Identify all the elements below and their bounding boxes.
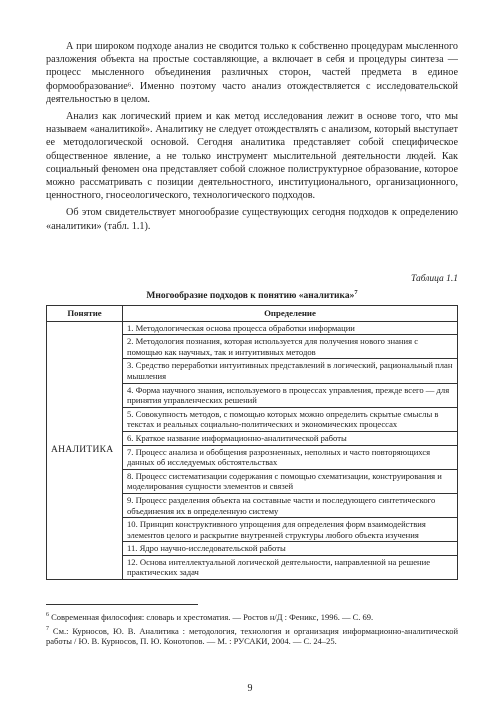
paragraph: А при широком подходе анализ не сводится только к собственно процедурам мысленного разложения объекта на простые составляющие, а включает в себя и процедуры синтеза — процесс мысленного объединения различных сторон, частей предмета в единое формообразование⁶. Именно поэтому часто анализ отождествляется с исследовательской деятельностью в целом. bbox=[46, 41, 458, 105]
footnote bbox=[46, 610, 458, 623]
body-text bbox=[46, 40, 458, 237]
definition-cell: 12. Основа интеллектуальной логической деятельности, направленной на решение практических задач bbox=[123, 555, 458, 579]
concept-cell: АНАЛИТИКА bbox=[47, 321, 123, 579]
footnotes bbox=[46, 610, 458, 648]
page-number: 9 bbox=[247, 683, 253, 694]
header-definition: Определение bbox=[123, 306, 458, 322]
definitions-table bbox=[46, 305, 458, 580]
footnote-number: 7 bbox=[46, 625, 49, 632]
footnote bbox=[46, 624, 458, 647]
definition-cell: 7. Процесс анализа и обобщения разрозненных, неполных и часто повторяющихся данных об исследуемых обстоятельствах bbox=[123, 445, 458, 469]
definition-cell: 8. Процесс систематизации содержания с помощью схематизации, конструирования и моделирования сущности элементов и связей bbox=[123, 469, 458, 493]
footnote-text: См.: Курносов, Ю. В. Аналитика : методология, технология и организация информационно-аналитической работы / Ю. В. Курносов, П. Ю. Конотопов. — М. : РУСАКИ, 2004. — С. 24–25. bbox=[46, 625, 458, 647]
definition-cell: 11. Ядро научно-исследовательской работы bbox=[123, 542, 458, 556]
definition-cell: 9. Процесс разделения объекта на составные части и последующего синтетического объединения их в определенную систему bbox=[123, 493, 458, 517]
paragraph: Анализ как логический прием и как метод исследования лежит в основе того, что мы называем «аналитикой». Аналитику не следует отождествлять с анализом, который выступает ее методологической основой. Сегодня аналитика представляет собой специфическое общественное явление, а не только инструмент мыслительной деятельности людей. Как социальный феномен она представляет собой сложное полиструктурное образование, которое можно рассматривать с позиции деятельностного, институционального, организационного, ценностного, гносеологического, технологического подходов. bbox=[46, 111, 458, 202]
definition-cell: 2. Методология познания, которая используется для получения нового знания с помощью как научных, так и интуитивных методов bbox=[123, 335, 458, 359]
header-concept: Понятие bbox=[47, 306, 123, 322]
table-number-label: Таблица 1.1 bbox=[411, 274, 458, 284]
definition-cell: 6. Краткое название информационно-аналитической работы bbox=[123, 431, 458, 445]
footnote-number: 6 bbox=[46, 612, 49, 618]
definition-cell: 1. Методологическая основа процесса обработки информации bbox=[123, 321, 458, 335]
definition-cell: 5. Совокупность методов, с помощью которых можно определить скрытые смыслы в текстах и реальных социально-политических и экономических процессах bbox=[123, 407, 458, 431]
table-title-text: Многообразие подходов к понятию «аналитика» bbox=[146, 291, 355, 302]
table-title bbox=[46, 289, 458, 301]
definition-cell: 4. Форма научного знания, используемого в процессах управления, прежде всего — для принятия управленческих решений bbox=[123, 383, 458, 407]
footnote-text: Современная философия: словарь и хрестоматия. — Ростов н/Д : Феникс, 1996. — С. 69. bbox=[51, 611, 374, 622]
table-header-row bbox=[47, 306, 458, 322]
table-title-footnote-ref: 7 bbox=[354, 289, 358, 296]
table-row bbox=[47, 321, 458, 335]
definition-cell: 3. Средство переработки интуитивных представлений в логический, рациональный план мышления bbox=[123, 359, 458, 383]
definition-cell: 10. Принцип конструктивного упрощения для определения форм взаимодействия элементов целого и раскрытие внутренней структуры любого объекта изучения bbox=[123, 518, 458, 542]
paragraph: Об этом свидетельствует многообразие существующих сегодня подходов к определению «аналитики» (табл. 1.1). bbox=[46, 207, 458, 232]
footnote-divider bbox=[46, 604, 198, 605]
